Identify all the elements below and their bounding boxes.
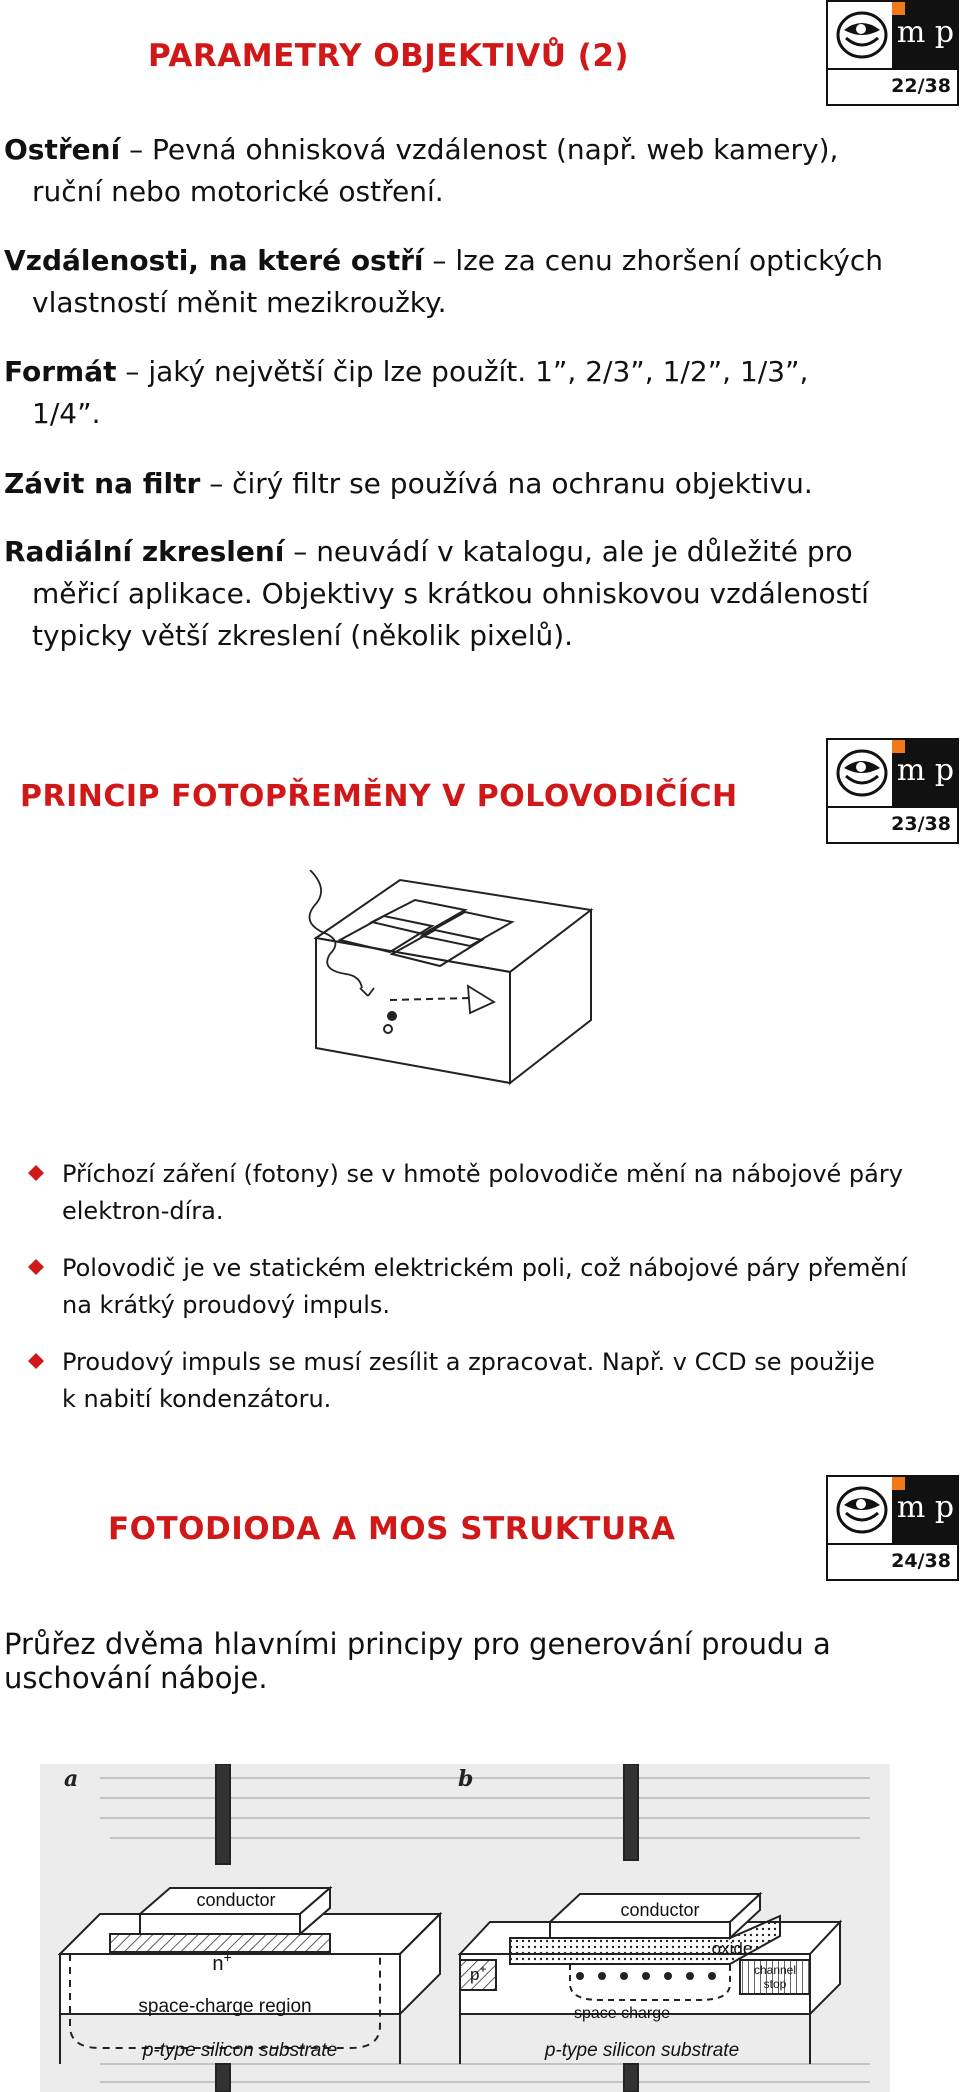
a-conductor-label: conductor	[196, 1890, 276, 1910]
slide-title: FOTODIODA A MOS STRUKTURA	[108, 1511, 676, 1547]
logo	[826, 738, 959, 808]
b-oxide-label: oxide	[711, 1939, 753, 1958]
logo-face-icon	[834, 746, 890, 800]
b-p-region-label: p+	[470, 1962, 487, 1984]
a-n-region-label: n+	[212, 1949, 232, 1975]
b-channel-stop-label: channel stop	[753, 1963, 797, 1991]
a-space-charge-label: space-charge region	[138, 1996, 312, 2017]
page-number: 23/38	[826, 808, 959, 844]
diamond-bullet-icon	[28, 1259, 44, 1275]
param-item: Ostření – Pevná ohnisková vzdálenost (např. web kamery), ruční nebo motorické ostření.	[4, 133, 839, 208]
logo	[826, 0, 959, 70]
a-substrate-label: p-type silicon substrate	[142, 2040, 338, 2061]
slide-title: PARAMETRY OBJEKTIVŮ (2)	[148, 38, 630, 74]
logo	[826, 1475, 959, 1545]
logo-face-icon	[834, 8, 890, 62]
b-conductor-label: conductor	[620, 1900, 700, 1920]
logo-mp: m p	[892, 1477, 959, 1543]
param-item: Radiální zkreslení – neuvádí v katalogu, ale je důležité pro měřicí aplikace. Objektivy s krátkou ohniskovou vzdáleností typicky větší zkreslení (několik pixelů).	[4, 535, 869, 652]
intro-text: Průřez dvěma hlavními principy pro generování proudu a uschování náboje.	[4, 1627, 831, 1695]
page-number: 22/38	[826, 70, 959, 106]
page-number: 24/38	[826, 1545, 959, 1581]
param-item: Vzdálenosti, na které ostří – lze za cenu zhoršení optických vlastností měnit mezikroužky.	[4, 244, 884, 319]
list-item: Příchozí záření (fotony) se v hmotě polovodiče mění na nábojové páry elektron-díra.	[28, 1156, 928, 1230]
panel-label-a: a	[64, 1766, 79, 1792]
diamond-bullet-icon	[28, 1353, 44, 1369]
photodiode-mos-figure	[40, 1764, 890, 2092]
b-substrate-label: p-type silicon substrate	[544, 2040, 740, 2061]
list-item: Proudový impuls se musí zesílit a zpracovat. Např. v CCD se použije k nabití kondenzátoru.	[28, 1344, 928, 1418]
b-space-charge-label: space charge	[573, 2005, 671, 2022]
list-item: Polovodič je ve statickém elektrickém poli, což nábojové páry přemění na krátký proudový impuls.	[28, 1250, 928, 1324]
param-item: Závit na filtr – čirý filtr se používá na ochranu objektivu.	[4, 467, 813, 500]
logo-face-icon	[834, 1483, 890, 1537]
diamond-bullet-icon	[28, 1165, 44, 1181]
logo-mp: m p	[892, 740, 959, 806]
param-item: Formát – jaký největší čip lze použít. 1”, 2/3”, 1/2”, 1/3”, 1/4”.	[4, 355, 809, 430]
logo-mp: m p	[892, 2, 959, 68]
panel-label-b: b	[458, 1766, 474, 1792]
slide-title: PRINCIP FOTOPŘEMĚNY V POLOVODIČÍCH	[20, 779, 738, 814]
semiconductor-block-figure	[300, 870, 600, 1090]
